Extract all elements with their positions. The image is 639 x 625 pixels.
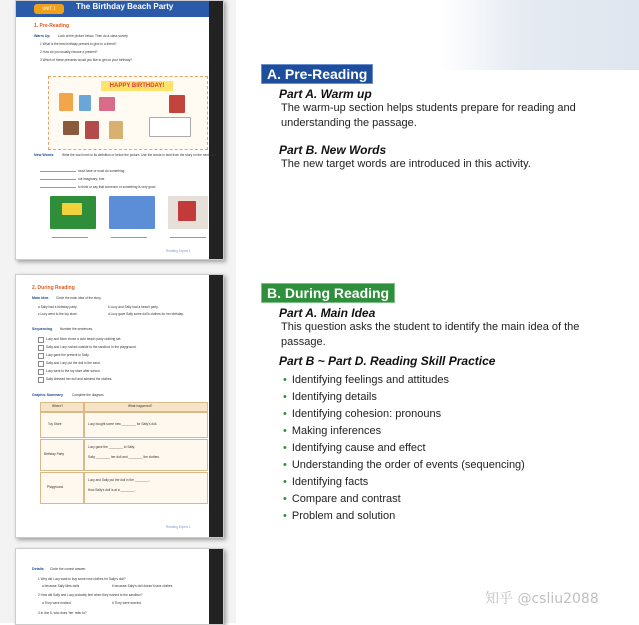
row-toy-store: Toy Store [48,422,62,426]
skill-item: • Identifying feelings and attitudes [283,372,525,389]
sequence-item: Sally dressed her doll and admired the clothes. [46,377,113,381]
skill-item: • Identifying facts [283,474,525,491]
unit-badge: UNIT 1 [34,4,64,14]
row-birthday-what-b: Sally ________ her doll and ________ the clothes. [88,455,160,459]
definition-1: must have or must do something [78,169,125,173]
section-label: 1. Pre-Reading [34,23,70,29]
skill-item: • Compare and contrast [283,491,525,508]
gift-image [63,121,79,135]
warm-up-q3: 3 Which of these presents would you like to get on your birthday? [40,58,133,62]
new-words-label: New Words [34,153,54,157]
main-idea-instruction: Circle the main idea of the story. [56,296,102,300]
details-q1-b: b because Sally's doll doesn't have clothes [112,584,173,588]
skill-item: • Identifying cause and effect [283,440,525,457]
page-footer: Reading Expert 1 [166,525,191,529]
happy-birthday-banner: HAPPY BIRTHDAY! [101,81,173,91]
definition-2: not imaginary; true [78,177,105,181]
faded-background-art [440,0,639,70]
warm-up-q2: 2 How do you usually choose a present? [40,50,98,54]
sequence-item: Lucy went to the toy store after school. [46,369,101,373]
skill-item: • Understanding the order of events (sequencing) [283,457,525,474]
gift-image [109,121,123,139]
note-card [149,117,191,137]
page-edge-strip [209,1,223,259]
new-words-instruction: Write the word next to its definition or below the picture. Use the words in bold from the story on the next page. [62,153,218,157]
sequencing-label: Sequencing [32,327,53,331]
thumbnail-page-pre-reading [15,0,224,260]
skill-item: • Making inferences [283,423,525,440]
main-idea-option-b: b Lucy and Sally had a beach party. [108,305,159,309]
vocab-picture-2 [109,196,155,229]
warm-up-instruction: Look at the picture below. Then do a class survey. [58,34,129,38]
details-q1: 1 Why did Lucy want to buy some new clothes for Sally's doll? [38,577,126,581]
details-q2-a: a They were excited. [42,601,72,605]
gift-image [99,97,115,111]
skill-item: • Identifying details [283,389,525,406]
row-playground: Playground [47,485,64,489]
details-instruction: Circle the correct answer. [50,567,86,571]
watermark-text: 知乎 @csliu2088 [485,591,599,607]
pre-reading-heading: A. Pre-Reading [261,64,373,84]
part-a-warm-up-desc: The warm-up section helps students prepare for reading and understanding the passage. [281,102,576,129]
skill-item: • Identifying cohesion: pronouns [283,406,525,423]
part-b-new-words-title: Part B. New Words [279,143,387,157]
part-a-main-idea-title: Part A. Main Idea [279,306,376,320]
story-title: The Birthday Beach Party [76,2,174,11]
part-a-main-idea-desc: This question asks the student to identify the main idea of the passage. [281,321,580,348]
definition-3: to think or say that someone or something is very good [78,185,156,189]
section-label: 2. During Reading [32,285,75,291]
sequence-item: Lucy gave the present to Sally. [46,353,90,357]
thumbnail-page-during-reading [15,274,224,538]
row-playground-what-b: How Sally's doll is at a ________. [88,488,136,492]
details-q2-b: b They were worried. [112,601,142,605]
page-footer: Reading Expert 1 [166,249,191,253]
graphic-summary-instruction: Complete the diagram. [72,393,105,397]
row-birthday-party: Birthday Party [44,452,65,456]
reading-skills-list [283,372,525,525]
main-idea-option-d: d Lucy gave Sally some doll's clothes for her birthday. [108,312,184,316]
details-q1-a: a because Sally likes dolls [42,584,80,588]
skill-item: • Problem and solution [283,508,525,525]
warm-up-q1: 1 What is the best birthday present to give to a friend? [40,42,117,46]
gift-image [85,121,99,139]
sequence-item: Lucy and Mom chose a cute beach party clothing set. [46,337,122,341]
details-q3: 3 In line 5, who does 'her' refer to? [38,611,87,615]
gift-image [79,95,91,111]
part-b-d-title: Part B ~ Part D. Reading Skill Practice [279,354,496,368]
gift-image [59,93,73,111]
column-where: Where? [52,404,64,408]
column-what: What happened? [128,404,153,408]
thumbnail-page-details [15,548,224,625]
details-label: Details [32,567,44,571]
row-birthday-what-a: Lucy gave the ________ to Sally. [88,445,135,449]
page-edge-strip [209,275,223,537]
sequencing-instruction: Number the sentences. [60,327,93,331]
details-q2: 2 How did Sally and Lucy probably feel when they rushed to the sandbox? [38,593,143,597]
main-idea-option-c: c Lucy went to the toy store. [38,312,78,316]
sequence-item: Sally and Lucy put the doll in the sand. [46,361,101,365]
sequence-item: Sally and Lucy rushed outside to the sandbox in the playground. [46,345,137,349]
gift-image [169,95,185,113]
main-idea-option-a: a Sally had a birthday party. [38,305,78,309]
main-idea-label: Main Idea [32,296,49,300]
during-reading-heading: B. During Reading [261,283,395,303]
page-edge-strip [209,549,223,624]
part-b-new-words-desc: The new target words are introduced in this activity. [281,158,531,170]
part-a-warm-up-title: Part A. Warm up [279,87,372,101]
graphic-summary-label: Graphic Summary [32,393,63,397]
row-toy-store-what: Lucy bought some new ________ for Sally's doll. [88,422,158,426]
row-playground-what-a: Lucy and Sally put the doll in the ________. [88,478,150,482]
birthday-illustration [48,76,208,150]
warm-up-label: Warm Up [34,34,50,38]
